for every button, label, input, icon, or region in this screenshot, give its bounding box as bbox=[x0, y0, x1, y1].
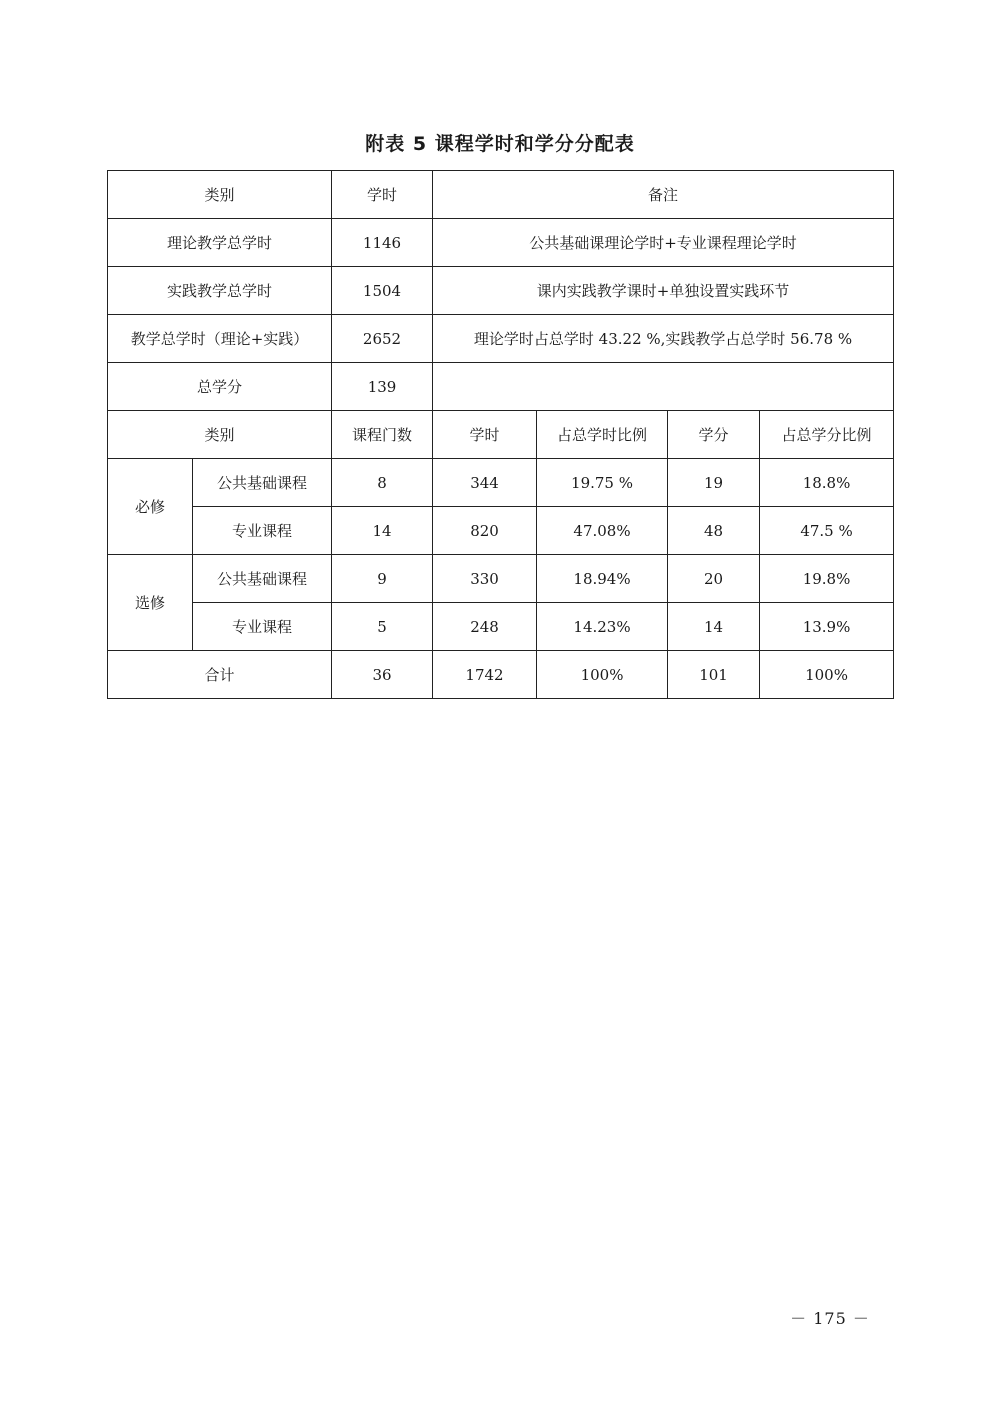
total-label: 合计 bbox=[108, 651, 332, 699]
header-notes: 备注 bbox=[433, 171, 894, 219]
course-hours-credits-table bbox=[107, 170, 894, 699]
course-credits: 48 bbox=[668, 507, 760, 555]
course-hours: 248 bbox=[433, 603, 537, 651]
course-type: 公共基础课程 bbox=[193, 555, 332, 603]
summary-hours: 1146 bbox=[332, 219, 433, 267]
summary-label: 实践教学总学时 bbox=[108, 267, 332, 315]
header-hours: 学时 bbox=[433, 411, 537, 459]
hours-percent: 14.23% bbox=[537, 603, 668, 651]
hours-percent: 47.08% bbox=[537, 507, 668, 555]
total-row bbox=[108, 651, 894, 699]
summary-note: 理论学时占总学时 43.22 %,实践教学占总学时 56.78 % bbox=[433, 315, 894, 363]
credits-percent: 47.5 % bbox=[760, 507, 894, 555]
course-credits: 20 bbox=[668, 555, 760, 603]
total-hours-percent: 100% bbox=[537, 651, 668, 699]
summary-hours: 139 bbox=[332, 363, 433, 411]
page-title: 附表 5 课程学时和学分分配表 bbox=[365, 133, 635, 155]
hours-percent: 18.94% bbox=[537, 555, 668, 603]
summary-note bbox=[433, 363, 894, 411]
page-number: － 175 － bbox=[790, 1309, 870, 1328]
summary-label: 理论教学总学时 bbox=[108, 219, 332, 267]
summary-row-practice bbox=[108, 267, 894, 315]
total-credits: 101 bbox=[668, 651, 760, 699]
header-hours: 学时 bbox=[332, 171, 433, 219]
course-type: 专业课程 bbox=[193, 507, 332, 555]
total-hours: 1742 bbox=[433, 651, 537, 699]
summary-hours: 2652 bbox=[332, 315, 433, 363]
summary-row-total-credits bbox=[108, 363, 894, 411]
summary-row-theory bbox=[108, 219, 894, 267]
header-hours-percent: 占总学时比例 bbox=[537, 411, 668, 459]
course-type: 公共基础课程 bbox=[193, 459, 332, 507]
detail-header-row bbox=[108, 411, 894, 459]
summary-row-total-hours bbox=[108, 315, 894, 363]
course-hours: 820 bbox=[433, 507, 537, 555]
total-count: 36 bbox=[332, 651, 433, 699]
course-count: 5 bbox=[332, 603, 433, 651]
credits-percent: 19.8% bbox=[760, 555, 894, 603]
summary-note: 课内实践教学课时+单独设置实践环节 bbox=[433, 267, 894, 315]
course-count: 14 bbox=[332, 507, 433, 555]
course-hours: 344 bbox=[433, 459, 537, 507]
table-row bbox=[108, 555, 894, 603]
table-row bbox=[108, 459, 894, 507]
summary-hours: 1504 bbox=[332, 267, 433, 315]
table-row bbox=[108, 603, 894, 651]
course-count: 9 bbox=[332, 555, 433, 603]
hours-percent: 19.75 % bbox=[537, 459, 668, 507]
header-category: 类别 bbox=[108, 411, 332, 459]
group-label-elective: 选修 bbox=[108, 555, 193, 651]
course-credits: 19 bbox=[668, 459, 760, 507]
course-credits: 14 bbox=[668, 603, 760, 651]
summary-note: 公共基础课理论学时+专业课程理论学时 bbox=[433, 219, 894, 267]
credits-percent: 18.8% bbox=[760, 459, 894, 507]
group-label-required: 必修 bbox=[108, 459, 193, 555]
course-hours: 330 bbox=[433, 555, 537, 603]
summary-label: 总学分 bbox=[108, 363, 332, 411]
header-credits: 学分 bbox=[668, 411, 760, 459]
credits-percent: 13.9% bbox=[760, 603, 894, 651]
total-credits-percent: 100% bbox=[760, 651, 894, 699]
header-course-count: 课程门数 bbox=[332, 411, 433, 459]
header-credits-percent: 占总学分比例 bbox=[760, 411, 894, 459]
table-row bbox=[108, 507, 894, 555]
summary-label: 教学总学时（理论+实践） bbox=[108, 315, 332, 363]
course-count: 8 bbox=[332, 459, 433, 507]
course-type: 专业课程 bbox=[193, 603, 332, 651]
header-category: 类别 bbox=[108, 171, 332, 219]
summary-header-row bbox=[108, 171, 894, 219]
